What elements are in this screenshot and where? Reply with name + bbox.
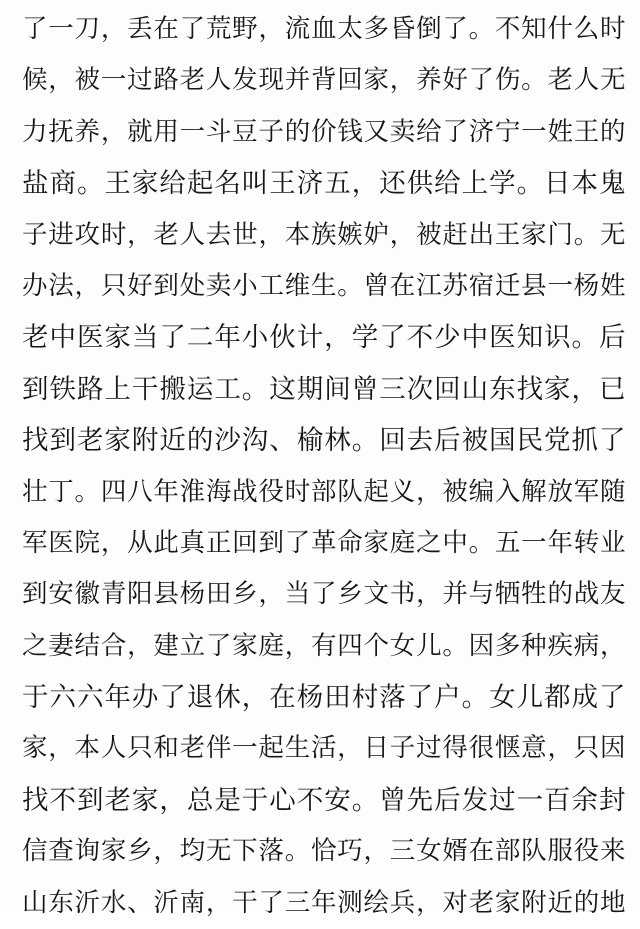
text-line: 到铁路上干搬运工。这期间曾三次回山东找家，已 <box>22 373 626 405</box>
text-line: 了一刀，丢在了荒野，流血太多昏倒了。不知什么时 <box>22 14 626 44</box>
text-line: 找不到老家，总是于心不安。曾先后发过一百余封 <box>22 784 626 816</box>
text-line: 信查询家乡，均无下落。恰巧，三女婿在部队服役来 <box>22 836 626 867</box>
text-line: 家，本人只和老伴一起生活，日子过得很惬意，只因 <box>22 733 626 764</box>
body-text <box>22 4 626 929</box>
text-line: 于六六年办了退休，在杨田村落了户。女儿都成了 <box>22 682 626 714</box>
text-line: 军医院，从此真正回到了革命家庭之中。五一年转业 <box>22 527 626 558</box>
text-line: 力抚养，就用一斗豆子的价钱又卖给了济宁一姓王的 <box>22 116 626 147</box>
text-line: 到安徽青阳县杨田乡，当了乡文书，并与牺牲的战友 <box>22 579 626 610</box>
text-line: 山东沂水、沂南，干了三年测绘兵，对老家附近的地 <box>22 887 626 918</box>
text-line: 老中医家当了二年小伙计，学了不少中医知识。后 <box>22 322 626 354</box>
text-line: 办法，只好到处卖小工维生。曾在江苏宿迁县一杨姓 <box>22 270 626 301</box>
text-line: 盐商。王家给起名叫王济五，还供给上学。日本鬼 <box>22 168 626 200</box>
text-line: 找到老家附近的沙沟、榆林。回去后被国民党抓了 <box>22 425 626 457</box>
text-line: 之妻结合，建立了家庭，有四个女儿。因多种疾病， <box>22 630 626 661</box>
text-line: 子进攻时，老人去世，本族嫉妒，被赶出王家门。无 <box>22 219 626 250</box>
text-line: 壮丁。四八年淮海战役时部队起义，被编入解放军随 <box>22 476 626 507</box>
text-line: 候，被一过路老人发现并背回家，养好了伤。老人无 <box>22 65 626 96</box>
